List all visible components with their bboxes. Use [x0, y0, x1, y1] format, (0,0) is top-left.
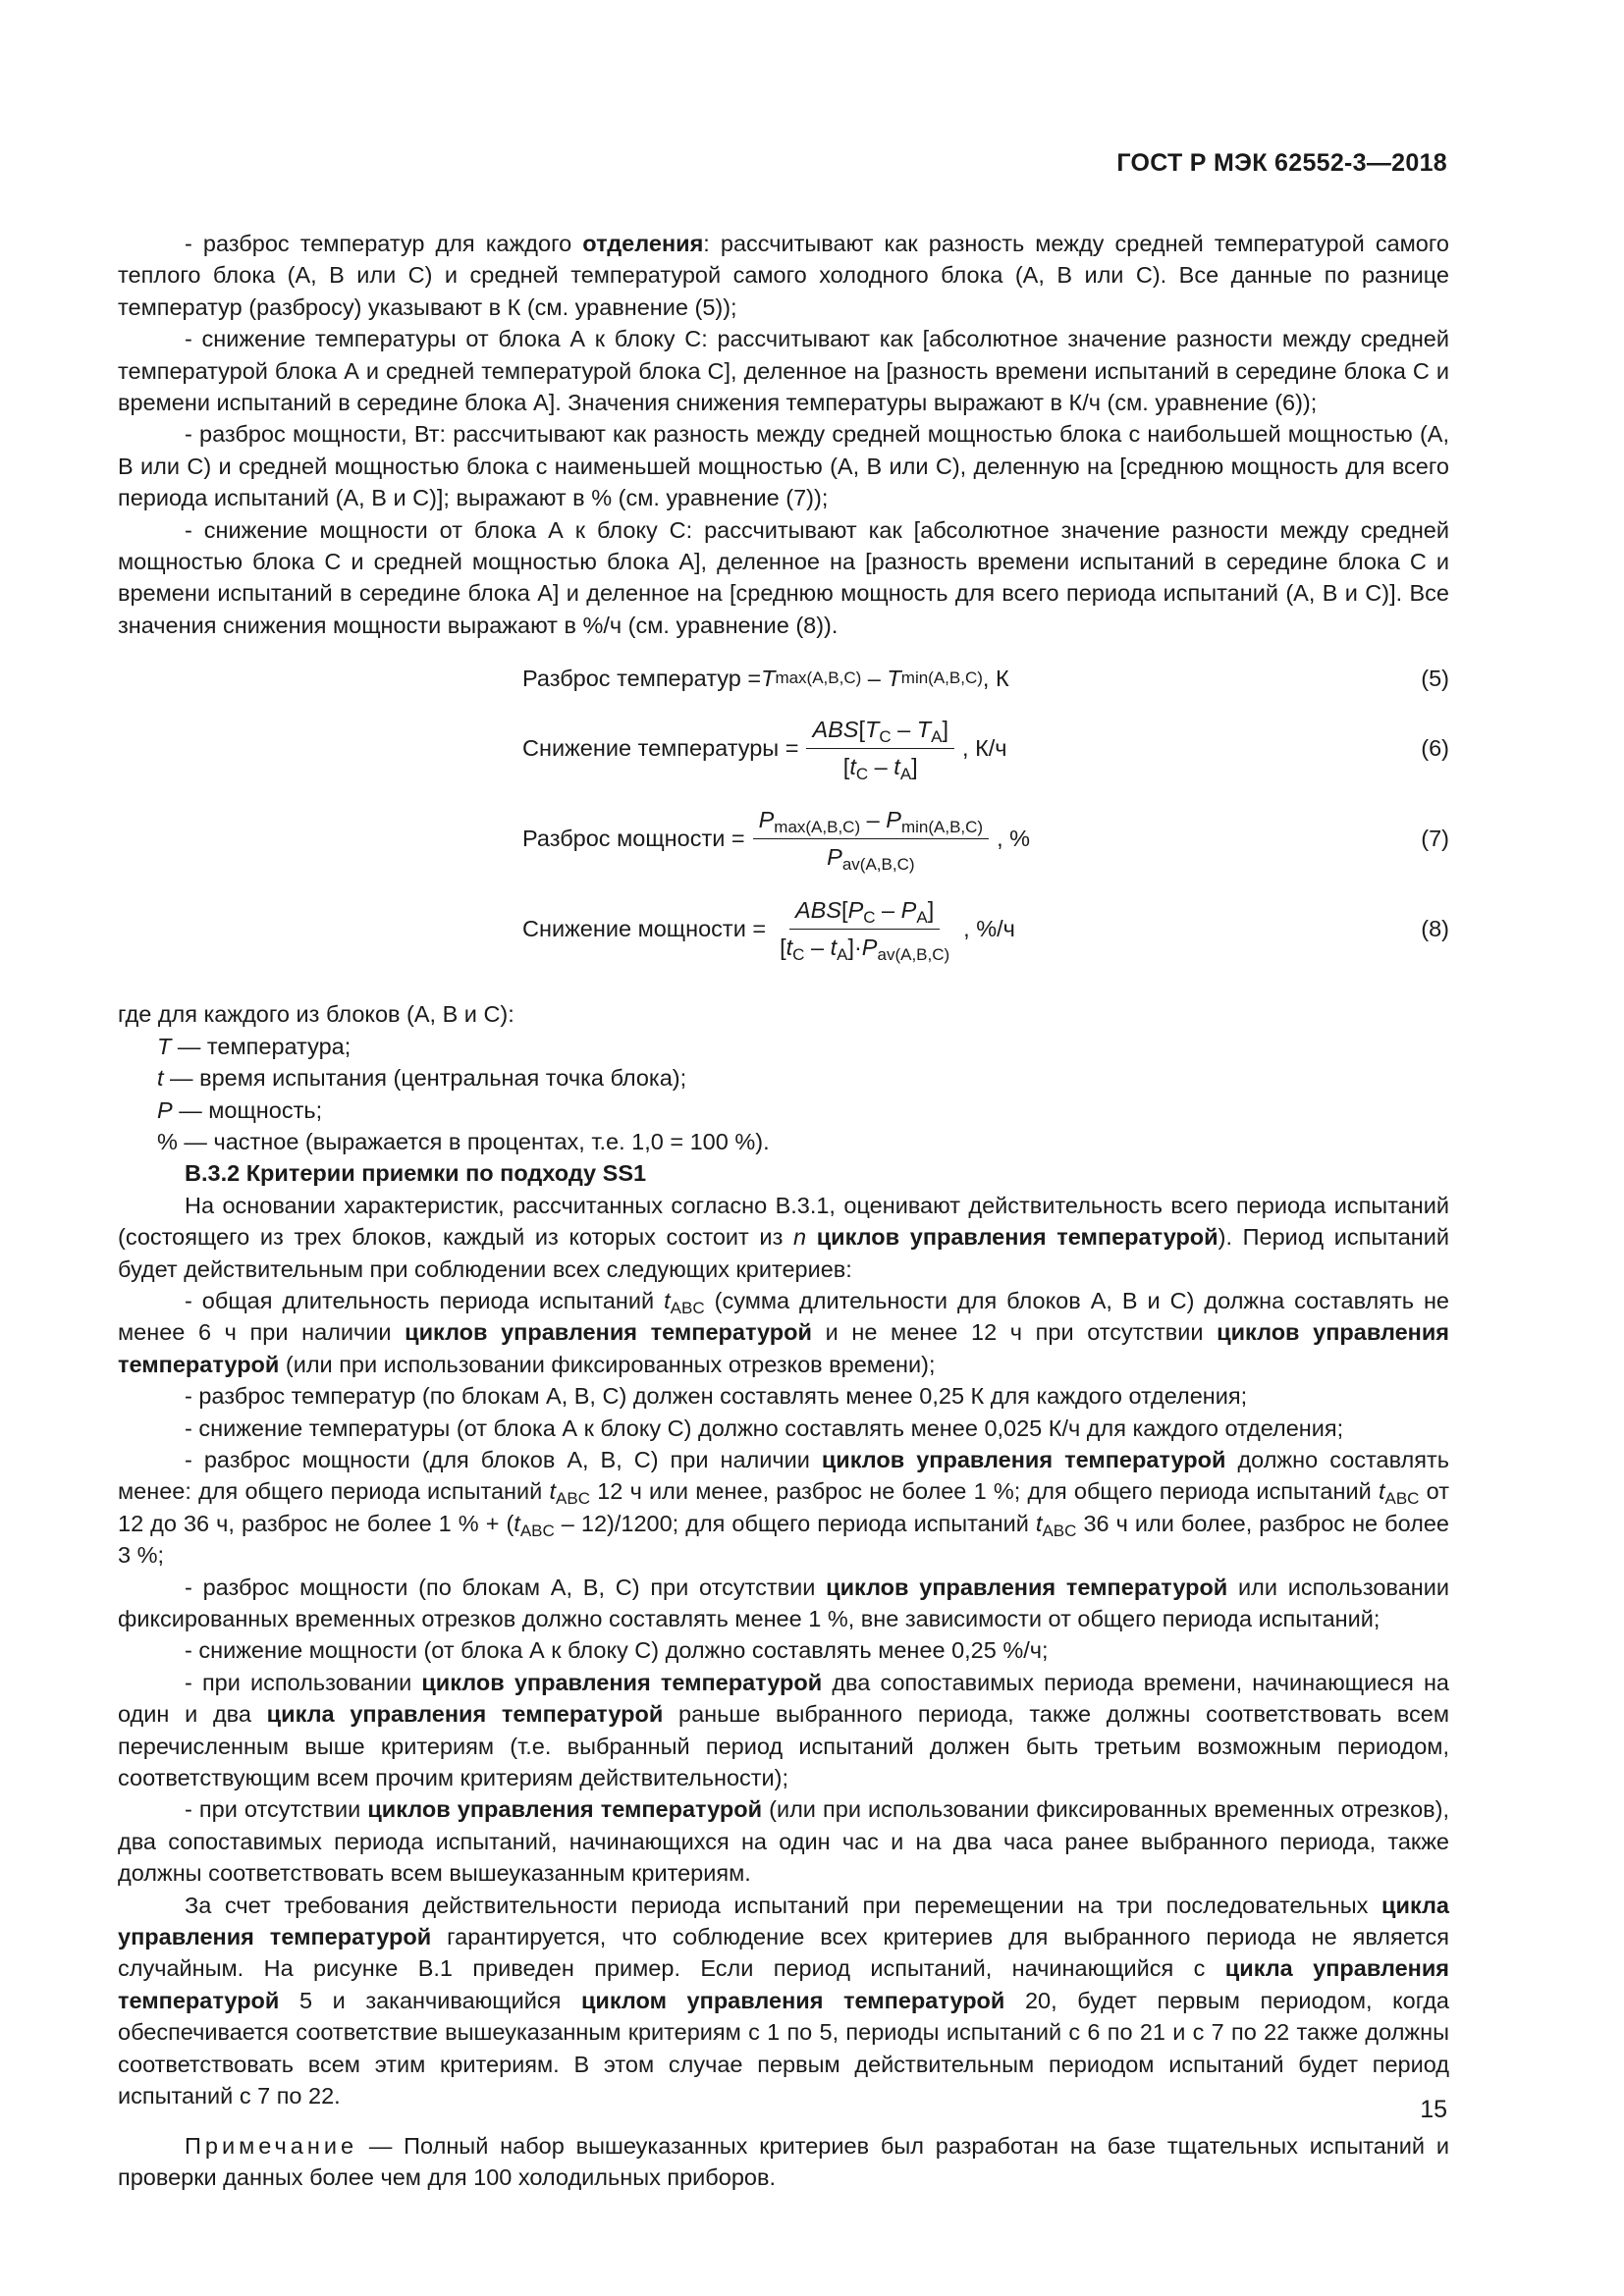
- note-label: Примечание: [185, 2132, 358, 2159]
- paragraph-final: За счет требования действительности периода испытаний при перемещении на три последовательных цикла управления температурой гарантируется, что соблюдение всех критериев для выбранного периода не является случайным. На рисунке В.1 приведен пример. Если период испытаний, начинающийся с цикла управления температурой 5 и заканчивающийся циклом управления температурой 20, будет первым периодом, когда обеспечивается соответствие вышеуказанным критериям с 1 по 5, периоды испытаний с 6 по 21 и с 7 по 22 также должны соответствовать всем этим критериям. В этом случае первым действительным периодом испытаний будет период испытаний с 7 по 22.: [118, 1892, 1450, 2109]
- paragraph-power-drop: - снижение мощности от блока А к блоку С: рассчитывают как [абсолютное значение разности между средней мощностью блока С и средней мощностью блока А], деленное на [разность времени испытаний в середине блока С и времени испытаний в середине блока А] и деленное на [среднюю мощность для всего периода испытаний (А, В и С)]. Все значения снижения мощности выражают в %/ч (см. уравнение (8)).: [118, 516, 1449, 638]
- equations-block: [118, 655, 1449, 988]
- equation-8: Снижение мощности = $\frac{ABS[P_C - P_A]}{[t_C - t_A]\cdot P_{av(A,B,C)}}$ , %/ч (8): [522, 894, 1449, 963]
- equation-number: (7): [1421, 825, 1449, 851]
- criterion-cycles-shift: - при использовании циклов управления температурой два сопоставимых периода времени, начинающиеся на один и два цикла управления температурой раньше выбранного периода, также должны соответствовать всем перечисленным выше критериям (т.е. выбранный период испытаний должен быть третьим возможным периодом, соответствующим всем прочим критериям действительности);: [118, 1669, 1449, 1791]
- where-T: T — температура;: [157, 1033, 352, 1059]
- criterion-power-spread: - разброс мощности (для блоков А, В, С) при наличии циклов управления температурой должно составлять менее: для общего периода испытаний $t_{ABC}$ 12 ч или менее, разброс не более 1 %; для общего периода испытаний $t_{ABC}$ от 12 до 36 ч, разброс не более 1 % + $(t_{ABC} - 12)/1200$; для общего периода испытаний $t_{ABC}$ 36 ч или более, разброс не более 3 %;: [118, 1446, 1450, 1569]
- section-heading: В.3.2 Критерии приемки по подходу SS1: [185, 1160, 647, 1187]
- document-id: ГОСТ Р МЭК 62552-3—2018: [1116, 149, 1447, 177]
- section-intro: На основании характеристик, рассчитанных согласно В.3.1, оценивают действительность всего периода испытаний (состоящего из трех блоков, каждый из которых состоит из n циклов управления температурой). Период испытаний будет действительным при соблюдении всех следующих критериев:: [118, 1192, 1449, 1282]
- page-content: [118, 228, 1449, 2193]
- criterion-hours-shift: - при отсутствии циклов управления температурой (или при использовании фиксированных временных отрезков), два сопоставимых периода испытаний, начинающихся на один час и на два часа ранее выбранного периода, также должны соответствовать всем вышеуказанным критериям.: [118, 1796, 1450, 1887]
- equation-number: (5): [1421, 666, 1449, 692]
- paragraph-power-spread: - разброс мощности, Вт: рассчитывают как разность между средней мощностью блока с наибольшей мощностью (А, В или С) и средней мощностью блока с наименьшей мощностью (А, В или С), деленную на [среднюю мощность для всего периода испытаний (А, В и С)]; выражают в % (см. уравнение (7));: [118, 421, 1449, 511]
- page-number: 15: [1420, 2096, 1447, 2123]
- paragraph-temp-drop: - снижение температуры от блока А к блоку С: рассчитывают как [абсолютное значение разности между средней температурой блока А и средней температурой блока С], деленное на [разность времени испытаний в середине блока С и времени испытаний в середине блока А]. Значения снижения температуры выражают в К/ч (см. уравнение (6));: [118, 326, 1449, 416]
- where-t: t — время испытания (центральная точка блока);: [157, 1065, 687, 1092]
- paragraph-temp-spread: - разброс температур для каждого отделения: рассчитывают как разность между средней температурой самого теплого блока (А, В или С) и средней температурой самого холодного блока (А, В или С). Все данные по разнице температур (разбросу) указывают в К (см. уравнение (5));: [118, 231, 1449, 320]
- equation-7: Разброс мощности = $\frac{P_{max(A,B,C)} - P_{min(A,B,C)}}{P_{av(A,B,C)}}$ , % (7): [522, 804, 1449, 873]
- where-percent: % — частное (выражается в процентах, т.е. 1,0 = 100 %).: [157, 1128, 770, 1154]
- criterion-temp-drop: - снижение температуры (от блока А к блоку С) должно составлять менее 0,025 К/ч для каждого отделения;: [185, 1415, 1344, 1441]
- equation-number: (8): [1421, 915, 1449, 941]
- criterion-duration: - общая длительность периода испытаний $t_{ABC}$ (сумма длительности для блоков А, В и С) должна составлять не менее 6 ч при наличии циклов управления температурой и не менее 12 ч при отсутствии циклов управления температурой (или при использовании фиксированных отрезков времени);: [118, 1287, 1449, 1377]
- criterion-power-drop: - снижение мощности (от блока А к блоку С) должно составлять менее 0,25 %/ч;: [185, 1637, 1049, 1664]
- where-P: P — мощность;: [157, 1096, 323, 1123]
- note: Примечание — Полный набор вышеуказанных критериев был разработан на базе тщательных испытаний и проверки данных более чем для 100 холодильных приборов.: [118, 2132, 1449, 2190]
- criterion-temp-spread: - разброс температур (по блокам А, В, С) должен составлять менее 0,25 К для каждого отделения;: [185, 1383, 1248, 1410]
- equation-6: Снижение температуры = $\frac{ABS[T_C - T_A]}{[t_C - t_A]}$ , К/ч (6): [522, 714, 1449, 782]
- equation-5: Разброс температур = T max(A,B,C) – T min(A,B,C) , К (5): [522, 663, 1449, 694]
- criterion-power-spread-fixed: - разброс мощности (по блокам А, В, С) при отсутствии циклов управления температурой или использовании фиксированных временных отрезков должно составлять менее 1 %, вне зависимости от общего периода испытаний;: [118, 1574, 1450, 1631]
- where-intro: где для каждого из блоков (А, В и С):: [118, 1001, 514, 1028]
- equation-number: (6): [1421, 734, 1449, 761]
